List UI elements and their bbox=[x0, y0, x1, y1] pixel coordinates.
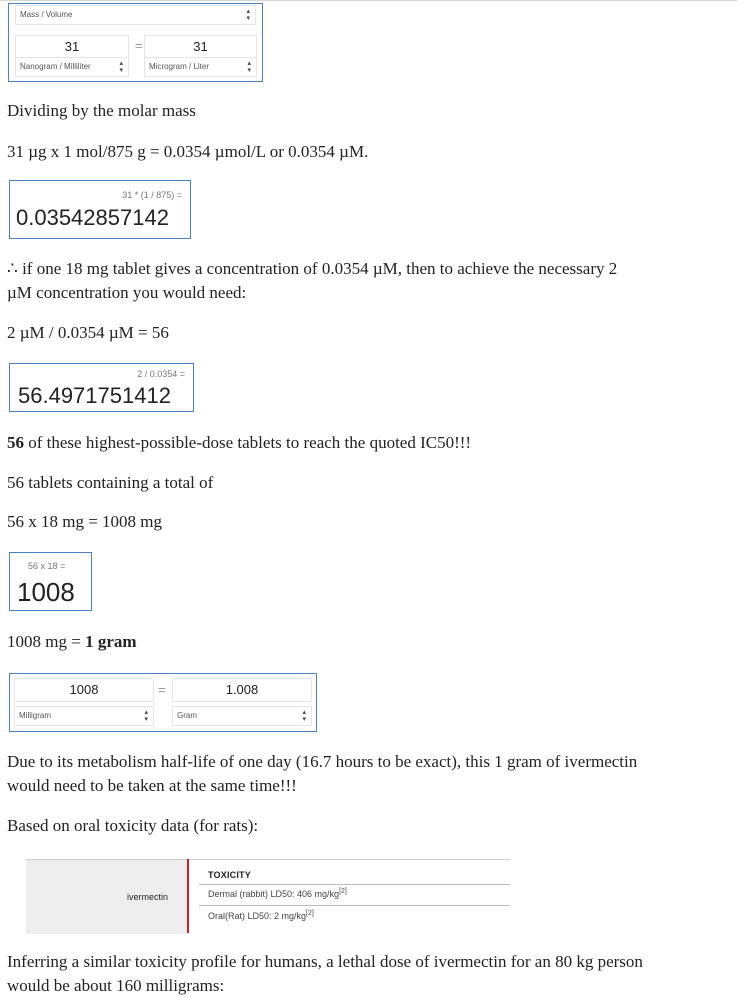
calculator-result-3 bbox=[9, 552, 92, 611]
updown-arrows-icon: ▴ ▾ bbox=[119, 60, 123, 74]
equals-sign: = bbox=[135, 38, 143, 53]
paragraph-lethal-dose-line1: Inferring a similar toxicity profile for humans, a lethal dose of ivermectin for an 80 kg person bbox=[7, 952, 643, 971]
toxicity-substance-name: ivermectin bbox=[127, 892, 169, 902]
to-value-input[interactable]: 1.008 bbox=[172, 678, 312, 702]
calculator-expression: 56 x 18 = bbox=[28, 561, 66, 571]
reference-link[interactable]: [2] bbox=[306, 910, 314, 917]
calculator-value: 56.4971751412 bbox=[18, 383, 171, 408]
to-unit-value: Gram bbox=[177, 711, 197, 720]
to-unit-value: Microgram / Liter bbox=[149, 62, 210, 71]
paragraph-calculation-3: 56 x 18 mg = 1008 mg bbox=[7, 512, 163, 531]
calculator-result-1 bbox=[9, 180, 191, 239]
toxicity-row-oral-text: Oral(Rat) LD50: 2 mg/kg bbox=[208, 911, 307, 921]
paragraph-concentration-line2: µM concentration you would need: bbox=[7, 283, 247, 302]
toxicity-row-oral bbox=[208, 911, 314, 921]
from-unit-select[interactable] bbox=[14, 706, 154, 726]
paragraph-concentration-line1: ∴ if one 18 mg tablet gives a concentration of 0.0354 µM, then to achieve the necessary 2 bbox=[7, 259, 618, 278]
unit-converter-mass bbox=[9, 673, 317, 732]
toxicity-row-divider bbox=[199, 905, 510, 906]
calculator-expression: 31 * (1 / 875) = bbox=[122, 190, 182, 200]
paragraph-toxicity-intro: Based on oral toxicity data (for rats): bbox=[7, 816, 259, 835]
from-value-input[interactable]: 1008 bbox=[14, 678, 154, 702]
paragraph-half-life-line2: would need to be taken at the same time!!! bbox=[7, 776, 297, 795]
equals-sign: = bbox=[158, 682, 166, 697]
from-unit-select[interactable] bbox=[15, 57, 129, 77]
unit-converter-mass-volume bbox=[8, 3, 263, 82]
calculator-value: 1008 bbox=[17, 577, 75, 607]
paragraph-tablets-needed bbox=[7, 431, 471, 455]
from-unit-value: Nanogram / Milliliter bbox=[20, 62, 91, 71]
category-select-value: Mass / Volume bbox=[20, 10, 73, 19]
paragraph-molar-mass: Dividing by the molar mass bbox=[7, 101, 196, 120]
toxicity-row-dermal bbox=[208, 889, 347, 899]
toxicity-row-divider bbox=[199, 884, 510, 885]
updown-arrows-icon: ▴ ▾ bbox=[246, 8, 250, 22]
reference-link[interactable]: [2] bbox=[339, 888, 347, 895]
updown-arrows-icon: ▴ ▾ bbox=[302, 709, 306, 723]
paragraph-calculation-1: 31 µg x 1 mol/875 g = 0.0354 µmol/L or 0.0354 µM. bbox=[7, 142, 369, 161]
paragraph-half-life-line1: Due to its metabolism half-life of one day (16.7 hours to be exact), this 1 gram of ivermectin bbox=[7, 752, 638, 771]
paragraph-one-gram bbox=[7, 630, 137, 654]
paragraph-lethal-dose-line2: would be about 160 milligrams: bbox=[7, 976, 225, 995]
tablet-count: 56 bbox=[7, 433, 24, 452]
calculator-result-2 bbox=[9, 363, 194, 412]
one-gram-start: 1008 mg = bbox=[7, 632, 86, 651]
calculator-expression: 2 / 0.0354 = bbox=[137, 369, 185, 379]
from-value-input[interactable]: 31 bbox=[15, 35, 129, 59]
toxicity-row-dermal-text: Dermal (rabbit) LD50: 406 mg/kg bbox=[208, 889, 340, 899]
tablet-count-rest: of these highest-possible-dose tablets to reach the quoted IC50!!! bbox=[24, 433, 472, 452]
from-unit-value: Milligram bbox=[19, 711, 51, 720]
category-select[interactable] bbox=[15, 5, 256, 25]
updown-arrows-icon: ▴ ▾ bbox=[144, 709, 148, 723]
to-unit-select[interactable] bbox=[172, 706, 312, 726]
toxicity-header: TOXICITY bbox=[208, 870, 251, 880]
calculator-value: 0.03542857142 bbox=[16, 205, 169, 230]
paragraph-tablets-total: 56 tablets containing a total of bbox=[7, 473, 214, 492]
one-gram-bold: 1 gram bbox=[85, 632, 137, 651]
to-unit-select[interactable] bbox=[144, 57, 257, 77]
paragraph-calculation-2: 2 µM / 0.0354 µM = 56 bbox=[7, 323, 169, 342]
updown-arrows-icon: ▴ ▾ bbox=[247, 60, 251, 74]
to-value-input[interactable]: 31 bbox=[144, 35, 257, 59]
